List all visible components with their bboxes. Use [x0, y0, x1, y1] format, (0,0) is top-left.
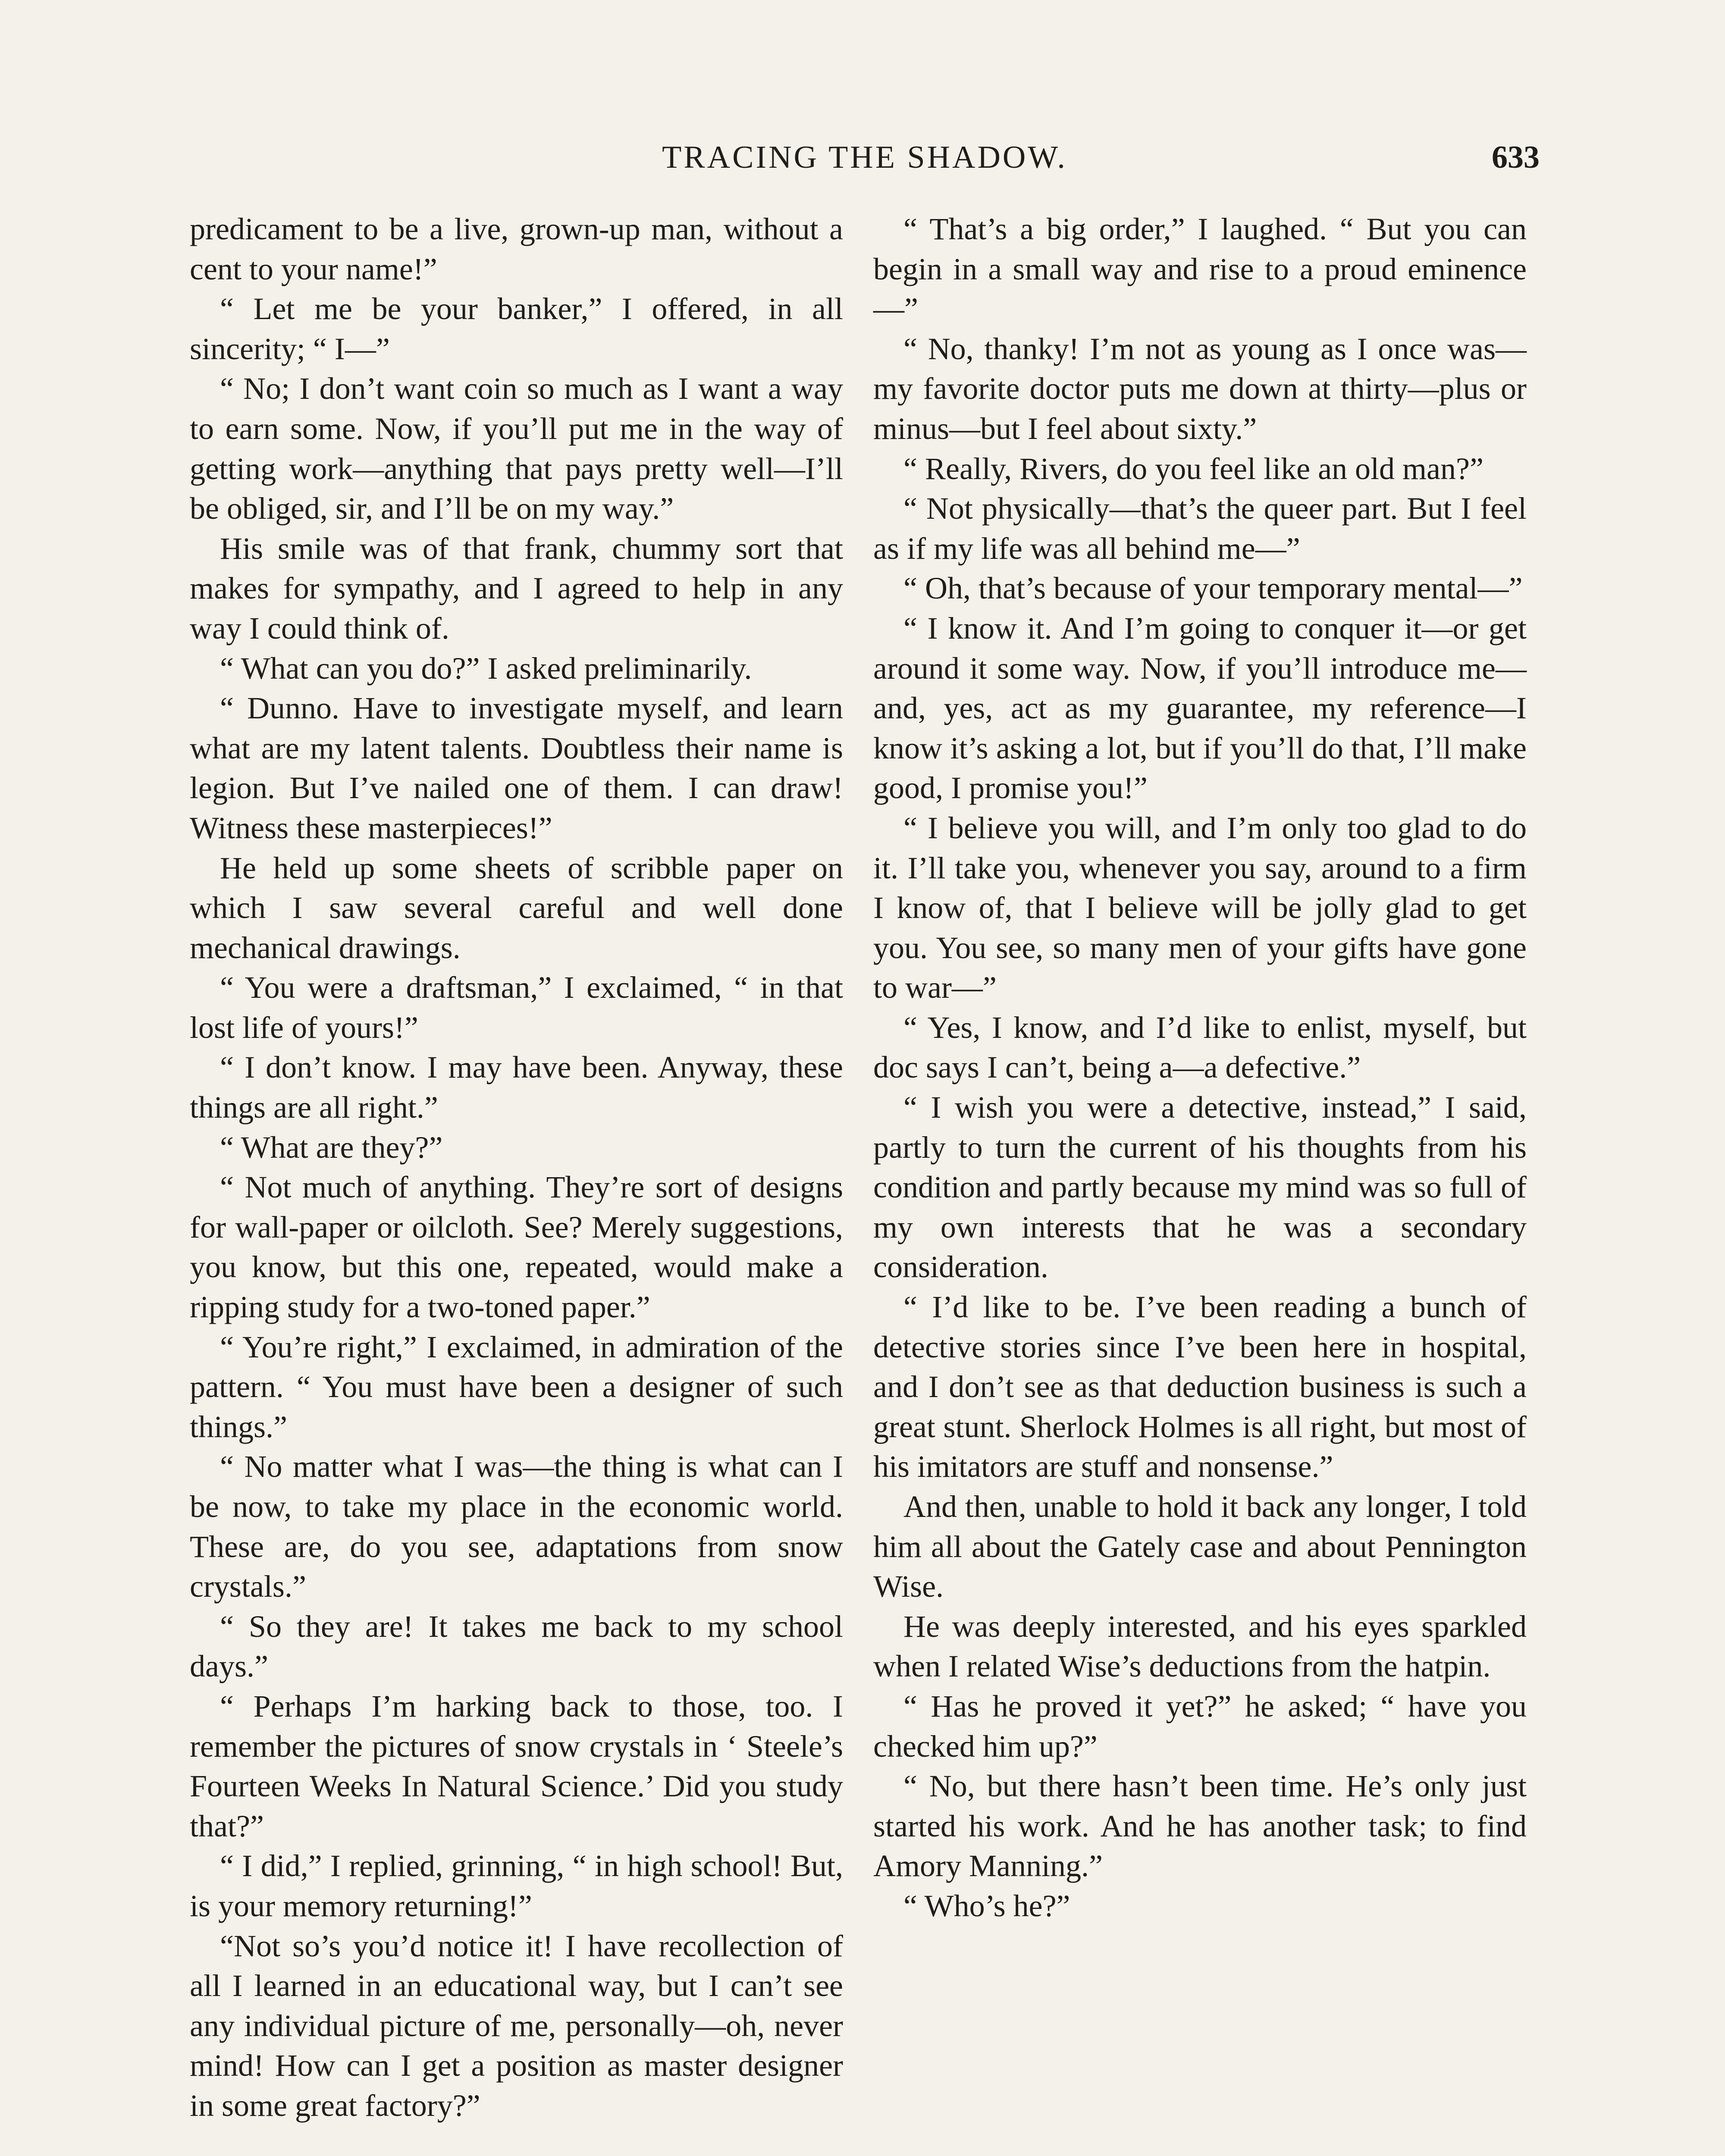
paragraph: He held up some sheets of scribble paper on which I saw several careful and well done mechanical drawings. [190, 850, 843, 965]
paragraph: “ I don’t know. I may have been. Anyway, these things are all right.” [190, 1050, 843, 1125]
paragraph: “ So they are! It takes me back to my school days.” [190, 1609, 843, 1684]
paragraph: And then, unable to hold it back any longer, I told him all about the Gately case and about Pennington Wise. [873, 1489, 1527, 1604]
paragraph: He was deeply interested, and his eyes sparkled when I related Wise’s deductions from the hatpin. [873, 1609, 1527, 1684]
paragraph: “ Yes, I know, and I’d like to enlist, myself, but doc says I can’t, being a—a defective.” [873, 1010, 1527, 1085]
paragraph: “ Dunno. Have to investigate myself, and learn what are my latent talents. Doubtless their name is legion. But I’ve nailed one of them. I can draw! Witness these masterpieces!” [190, 691, 843, 845]
paragraph: “ What are they?” [220, 1130, 443, 1165]
paragraph: “ Let me be your banker,” I offered, in all sincerity; “ I—” [190, 291, 843, 366]
page-number: 633 [1492, 140, 1540, 175]
paragraph: “ No matter what I was—the thing is what can I be now, to take my place in the economic world. These are, do you see, adaptations from snow crystals.” [190, 1449, 843, 1604]
paragraph: “ I did,” I replied, grinning, “ in high school! But, is your memory returning!” [190, 1849, 843, 1923]
paragraph: “ No, thanky! I’m not as young as I once was—my favorite doctor puts me down at thirty—plus or minus—but I feel about sixty.” [873, 331, 1527, 446]
paragraph: “ That’s a big order,” I laughed. “ But you can begin in a small way and rise to a proud eminence—” [873, 212, 1527, 326]
right-column [873, 209, 1527, 1926]
paragraph: “ I wish you were a detective, instead,” I said, partly to turn the current of his thoughts from his condition and partly because my mind was so full of my own interests that he was a secondary consideration. [873, 1090, 1527, 1285]
paragraph: “ Perhaps I’m harking back to those, too. I remember the pictures of snow crystals in ‘ Steele’s Fourteen Weeks In Natural Science.’ Did you study that?” [190, 1689, 843, 1843]
paragraph: “ Not physically—that’s the queer part. But I feel as if my life was all behind me—” [873, 491, 1527, 566]
paragraph: “ Who’s he?” [903, 1888, 1070, 1923]
paragraph: “ You were a draftsman,” I exclaimed, “ in that lost life of yours!” [190, 970, 843, 1045]
paragraph: “ No, but there hasn’t been time. He’s only just started his work. And he has another task; to find Amory Manning.” [873, 1769, 1527, 1883]
paragraph: “ Really, Rivers, do you feel like an old man?” [903, 451, 1484, 486]
paragraph: “ You’re right,” I exclaimed, in admiration of the pattern. “ You must have been a designer of such things.” [190, 1329, 843, 1444]
paragraph: “ Not much of anything. They’re sort of designs for wall-paper or oilcloth. See? Merely suggestions, you know, but this one, repeated, would make a ripping study for a two-toned paper.” [190, 1170, 843, 1325]
paragraph: “ I know it. And I’m going to conquer it—or get around it some way. Now, if you’ll introduce me—and, yes, act as my guarantee, my reference—I know it’s asking a lot, but if you’ll do that, I’ll make good, I promise you!” [873, 611, 1527, 805]
paragraph: “ What can you do?” I asked preliminarily. [220, 651, 752, 686]
paragraph: “ Has he proved it yet?” he asked; “ have you checked him up?” [873, 1689, 1527, 1764]
running-title: TRACING THE SHADOW. [662, 140, 1067, 175]
paragraph: “ I believe you will, and I’m only too glad to do it. I’ll take you, whenever you say, around to a firm I know of, that I believe will be jolly glad to get you. You see, so many men of your gifts have gone to war—” [873, 810, 1527, 1005]
left-column [190, 209, 843, 2126]
paragraph: “Not so’s you’d notice it! I have recollection of all I learned in an educational way, but I can’t see any individual picture of me, personally—oh, never mind! How can I get a position as master designer in some great factory?” [190, 1928, 843, 2123]
paragraph: His smile was of that frank, chummy sort that makes for sympathy, and I agreed to help in any way I could think of. [190, 531, 843, 646]
paragraph: “ Oh, that’s because of your temporary mental—” [903, 571, 1523, 606]
paragraph: “ I’d like to be. I’ve been reading a bunch of detective stories since I’ve been here in hospital, and I don’t see as that deduction business is such a great stunt. Sherlock Holmes is all right, but most of his imitators are stuff and nonsense.” [873, 1290, 1527, 1484]
running-head [190, 134, 1540, 181]
paragraph: “ No; I don’t want coin so much as I want a way to earn some. Now, if you’ll put me in the way of getting work—anything that pays pretty well—I’ll be obliged, sir, and I’ll be on my way.” [190, 371, 843, 526]
paragraph: predicament to be a live, grown-up man, without a cent to your name!” [190, 212, 843, 286]
